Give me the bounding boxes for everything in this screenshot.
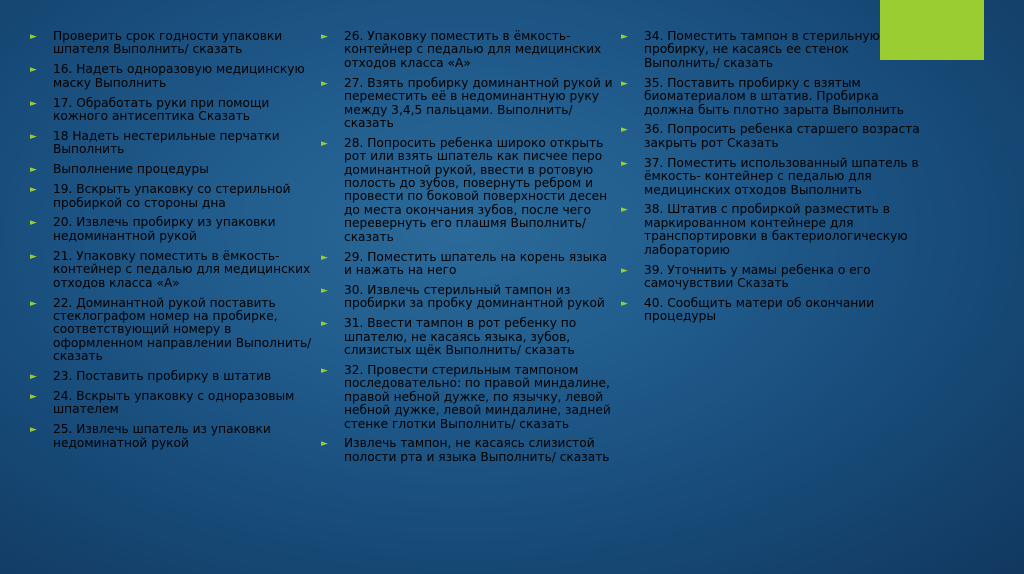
list-item-text: 29. Поместить шпатель на корень языка и нажать на него <box>344 249 608 277</box>
triangle-right-icon: ► <box>321 319 328 330</box>
list-item <box>30 183 315 210</box>
list-item-text: 28. Попросить ребенка широко открыть рот или взять шпатель как писчее перо доминантной рукой, ввести в ротовую полость до зубов, повернуть ребром и провести по боковой поверхности десен до места окончания зубов, после чего перевернуть его плашмя Выполнить/ сказать <box>344 135 608 244</box>
list-item <box>321 251 613 278</box>
list-item <box>621 203 921 257</box>
list-item <box>321 30 613 70</box>
triangle-right-icon: ► <box>321 32 328 42</box>
triangle-right-icon: ► <box>30 218 37 229</box>
list-item-text: Проверить срок годности упаковки шпателя Выполнить/ сказать <box>53 29 283 57</box>
triangle-right-icon: ► <box>321 439 328 450</box>
list-item <box>621 30 921 70</box>
triangle-right-icon: ► <box>30 298 37 309</box>
triangle-right-icon: ► <box>321 138 328 149</box>
list-item <box>621 77 921 117</box>
list-item-text: 38. Штатив с пробиркой разместить в маркированном контейнере для транспортировки в бактериологическую лабораторию <box>644 202 908 257</box>
list-item <box>30 250 315 290</box>
list-item <box>30 63 315 90</box>
triangle-right-icon: ► <box>30 425 37 436</box>
column-middle <box>321 30 613 471</box>
list-item-text: 40. Сообщить матери об окончании процедуры <box>644 295 875 324</box>
list-item-text: 19. Вскрыть упаковку со стерильной пробиркой со стороны дна <box>53 182 291 210</box>
list-item-text: 23. Поставить пробирку в штатив <box>53 369 272 384</box>
list-item <box>30 163 315 176</box>
list-item-text: 17. Обработать руки при помощи кожного антисептика Сказать <box>53 95 270 124</box>
list-item-text: 31. Ввести тампон в рот ребенку по шпателю, не касаясь языка, зубов, слизистых щёк Выполнить/ сказать <box>344 316 577 358</box>
triangle-right-icon: ► <box>321 285 328 296</box>
list-item <box>30 30 315 57</box>
list-item <box>321 437 613 464</box>
triangle-right-icon: ► <box>30 185 37 196</box>
triangle-right-icon: ► <box>30 251 37 262</box>
list-item-text: 32. Провести стерильным тампоном последовательно: по правой миндалине, правой небной дужке, по язычку, левой небной дужке, левой миндалине, задней стенке глотки Выполнить/ сказать <box>344 362 611 431</box>
list-item-text: 16. Надеть одноразовую медицинскую маску Выполнить <box>53 62 305 90</box>
list-item-text: 26. Упаковку поместить в ёмкость-контейнер с педалью для медицинских отходов класса «А» <box>344 29 602 70</box>
list-item <box>621 157 921 197</box>
list-item-text: Извлечь тампон, не касаясь слизистой полости рта и языка Выполнить/ сказать <box>344 436 610 464</box>
triangle-right-icon: ► <box>621 125 628 136</box>
list-item-text: 30. Извлечь стерильный тампон из пробирки за пробку доминантной рукой <box>344 282 605 311</box>
list-item-text: 27. Взять пробирку доминантной рукой и переместить её в недоминантную руку между 3,4,5 пальцами. Выполнить/ сказать <box>344 75 613 130</box>
list-item <box>30 370 315 383</box>
list-item-text: 34. Поместить тампон в стерильную пробирку, не касаясь ее стенок Выполнить/ сказать <box>644 29 880 70</box>
triangle-right-icon: ► <box>30 98 37 109</box>
list-item-text: 37. Поместить использованный шпатель в ёмкость- контейнер с педалью для медицинских отходов Выполнить <box>644 155 919 197</box>
list-item-text: 35. Поставить пробирку с взятым биоматериалом в штатив. Пробирка должна быть плотно зарыта Выполнить <box>644 75 904 117</box>
list-item <box>30 97 315 124</box>
list-item <box>30 130 315 157</box>
list-item-text: 36. Попросить ребенка старшего возраста закрыть рот Сказать <box>644 122 920 150</box>
triangle-right-icon: ► <box>621 32 628 42</box>
triangle-right-icon: ► <box>621 158 628 169</box>
list-item <box>30 423 315 450</box>
list-item-text: 24. Вскрыть упаковку с одноразовым шпателем <box>53 388 295 417</box>
triangle-right-icon: ► <box>321 78 328 89</box>
triangle-right-icon: ► <box>621 78 628 89</box>
list-item <box>321 317 613 357</box>
list-item-text: 21. Упаковку поместить в ёмкость-контейнер с педалью для медицинских отходов класса «А» <box>53 248 311 290</box>
list-item-text: 20. Извлечь пробирку из упаковки недоминантной рукой <box>53 215 276 243</box>
list-item <box>321 284 613 311</box>
triangle-right-icon: ► <box>30 391 37 402</box>
list-item-text: 39. Уточнить у мамы ребенка о его самочувствии Сказать <box>644 262 871 290</box>
triangle-right-icon: ► <box>621 298 628 309</box>
list-item <box>621 123 921 150</box>
triangle-right-icon: ► <box>321 365 328 376</box>
list-item-text: 18 Надеть нестерильные перчатки Выполнить <box>53 128 280 157</box>
triangle-right-icon: ► <box>30 32 37 42</box>
list-item-text: 22. Доминантной рукой поставить стеклографом номер на пробирке, соответствующий номеру в оформленном направлении Выполнить/ сказать <box>53 295 312 364</box>
triangle-right-icon: ► <box>30 131 37 142</box>
triangle-right-icon: ► <box>30 372 37 383</box>
list-item <box>621 297 921 324</box>
list-item <box>30 390 315 417</box>
list-item <box>321 137 613 244</box>
triangle-right-icon: ► <box>621 205 628 216</box>
triangle-right-icon: ► <box>30 165 37 176</box>
list-item <box>30 297 315 364</box>
list-item <box>321 364 613 431</box>
triangle-right-icon: ► <box>30 65 37 76</box>
list-item <box>621 264 921 291</box>
list-item-text: Выполнение процедуры <box>53 162 209 177</box>
column-right <box>621 30 921 330</box>
list-item-text: 25. Извлечь шпатель из упаковки недоминатной рукой <box>53 422 271 450</box>
list-item <box>321 77 613 131</box>
list-item <box>30 216 315 243</box>
triangle-right-icon: ► <box>321 252 328 263</box>
triangle-right-icon: ► <box>621 265 628 276</box>
column-left <box>30 30 315 457</box>
